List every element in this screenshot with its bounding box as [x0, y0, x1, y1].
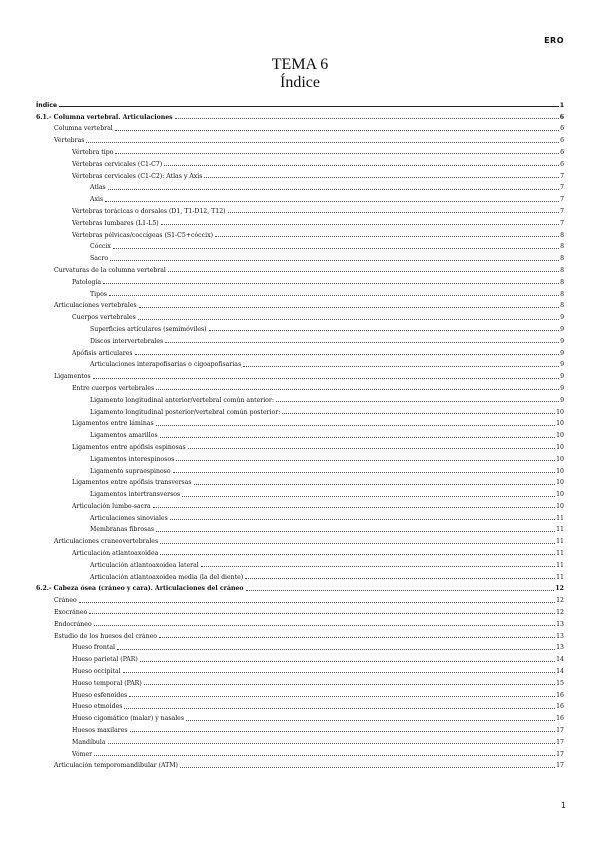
- toc-dot-leader: [160, 554, 555, 555]
- toc-entry[interactable]: [36, 309, 564, 321]
- toc-entry-page: 10: [556, 455, 564, 463]
- toc-entry-label: Hueso occipital: [72, 668, 121, 676]
- toc-entry-label: Ligamentos entre apófisis espinosas: [72, 443, 186, 451]
- toc-entry-page: 16: [556, 703, 564, 711]
- toc-entry-page: 9: [560, 349, 564, 357]
- toc-entry-page: 11: [556, 526, 564, 534]
- toc-entry-page: 17: [556, 762, 564, 770]
- toc-entry-label: 6.1.- Columna vertebral. Articulaciones: [36, 113, 173, 121]
- toc-entry-label: Ligamento longitudinal posterior/vertebral común posterior:: [90, 408, 281, 416]
- title-block: [0, 56, 600, 92]
- toc-dot-leader: [129, 696, 555, 697]
- toc-dot-leader: [124, 708, 555, 709]
- toc-entry[interactable]: [36, 592, 564, 604]
- toc-dot-leader: [109, 295, 559, 296]
- page-title: TEMA 6: [271, 56, 329, 73]
- toc-entry[interactable]: [36, 746, 564, 758]
- toc-dot-leader: [209, 330, 559, 331]
- toc-entry-page: 9: [560, 396, 564, 404]
- toc-entry-page: 16: [556, 691, 564, 699]
- toc-entry-label: Hueso temporal (PAR): [72, 679, 142, 687]
- toc-entry-label: Tipos: [90, 290, 107, 298]
- toc-dot-leader: [180, 767, 555, 768]
- toc-dot-leader: [188, 448, 555, 449]
- toc-dot-leader: [161, 224, 559, 225]
- toc-dot-leader: [144, 684, 555, 685]
- toc-entry[interactable]: [36, 168, 564, 180]
- toc-entry[interactable]: [36, 451, 564, 463]
- table-of-contents: [36, 97, 564, 769]
- toc-dot-leader: [156, 389, 559, 390]
- toc-dot-leader: [243, 366, 559, 367]
- toc-entry-label: Ligamentos entre láminas: [72, 420, 154, 428]
- toc-dot-leader: [182, 496, 555, 497]
- toc-entry-label: Vértebras torácicas o dorsales (D1, T1-D12, T12): [72, 207, 226, 215]
- toc-entry-label: Articulación atlantoaxoidea lateral: [90, 561, 199, 569]
- toc-entry-page: 8: [560, 255, 564, 263]
- toc-dot-leader: [156, 425, 555, 426]
- toc-entry[interactable]: [36, 463, 564, 475]
- toc-entry[interactable]: [36, 651, 564, 663]
- toc-entry-label: Cráneo: [54, 597, 77, 605]
- toc-entry-page: 10: [556, 408, 564, 416]
- toc-entry-page: 10: [556, 443, 564, 451]
- toc-entry-page: 10: [556, 420, 564, 428]
- toc-entry-label: Atlas: [90, 184, 106, 192]
- toc-entry-label: Vértebras pélvicas/coccígeas (S1-C5+cóccix): [72, 231, 214, 239]
- toc-entry-label: Vértebras lumbares (L1-L5): [72, 219, 159, 227]
- toc-entry-page: 7: [560, 196, 564, 204]
- toc-entry-page: 12: [556, 597, 564, 605]
- toc-entry[interactable]: [36, 203, 564, 215]
- toc-dot-leader: [103, 283, 559, 284]
- toc-entry[interactable]: [36, 545, 564, 557]
- toc-entry-label: Entre cuerpos vertebrales: [72, 384, 155, 392]
- toc-dot-leader: [105, 201, 559, 202]
- toc-dot-leader: [86, 142, 559, 143]
- toc-entry[interactable]: [36, 109, 564, 121]
- toc-entry[interactable]: [36, 581, 564, 593]
- toc-entry-page: 12: [556, 609, 564, 617]
- toc-entry[interactable]: [36, 274, 564, 286]
- toc-entry[interactable]: [36, 663, 564, 675]
- toc-entry[interactable]: [36, 510, 564, 522]
- toc-dot-leader: [108, 189, 559, 190]
- toc-entry[interactable]: [36, 710, 564, 722]
- toc-entry-page: 6: [560, 137, 564, 145]
- toc-dot-leader: [228, 212, 559, 213]
- toc-dot-leader: [113, 248, 559, 249]
- toc-entry-page: 11: [556, 573, 564, 581]
- toc-entry-label: Mandíbula: [72, 738, 106, 746]
- toc-entry[interactable]: [36, 522, 564, 534]
- toc-dot-leader: [139, 307, 559, 308]
- toc-entry-page: 8: [560, 231, 564, 239]
- toc-entry[interactable]: [36, 675, 564, 687]
- toc-entry-page: 8: [560, 266, 564, 274]
- toc-dot-leader: [168, 271, 559, 272]
- toc-entry-page: 6: [560, 160, 564, 168]
- toc-dot-leader: [173, 472, 556, 473]
- toc-entry[interactable]: [36, 640, 564, 652]
- toc-entry[interactable]: [36, 475, 564, 487]
- toc-entry-label: Ligamentos entre apófisis transversas: [72, 479, 192, 487]
- toc-dot-leader: [94, 755, 555, 756]
- toc-dot-leader: [140, 661, 555, 662]
- toc-entry-page: 9: [560, 361, 564, 369]
- toc-dot-leader: [153, 507, 555, 508]
- header-tag: ERO: [544, 36, 564, 45]
- toc-dot-leader: [165, 342, 559, 343]
- toc-entry[interactable]: [36, 357, 564, 369]
- toc-entry[interactable]: [36, 616, 564, 628]
- toc-entry-page: 13: [556, 644, 564, 652]
- toc-entry-page: 13: [556, 620, 564, 628]
- toc-entry[interactable]: [36, 121, 564, 133]
- toc-entry[interactable]: [36, 333, 564, 345]
- toc-entry[interactable]: [36, 404, 564, 416]
- toc-entry-label: Ligamentos: [54, 373, 91, 381]
- toc-entry-label: Huesos maxilares: [72, 727, 128, 735]
- toc-entry-page: 17: [556, 750, 564, 758]
- toc-entry[interactable]: [36, 239, 564, 251]
- toc-entry-label: 6.2.- Cabeza ósea (cráneo y cara). Articulaciones del cráneo: [36, 585, 244, 593]
- toc-dot-leader: [204, 177, 559, 178]
- toc-entry-page: 7: [560, 172, 564, 180]
- toc-dot-leader: [93, 378, 559, 379]
- toc-entry-label: Vértebras cervicales (C1-C7): [72, 160, 163, 168]
- toc-entry-page: 11: [556, 561, 564, 569]
- toc-entry-label: Ligamento longitudinal anterior/vertebral común anterior:: [90, 396, 274, 404]
- toc-entry[interactable]: [36, 286, 564, 298]
- toc-entry-label: Articulación atlantoaxoidea media (la del diente): [90, 573, 244, 581]
- toc-dot-leader: [245, 578, 555, 579]
- toc-entry[interactable]: [36, 569, 564, 581]
- toc-entry-label: Articulación atlantoaxoidea: [72, 550, 159, 558]
- toc-dot-leader: [170, 519, 555, 520]
- toc-dot-leader: [215, 236, 559, 237]
- toc-entry-page: 8: [560, 278, 564, 286]
- toc-entry[interactable]: [36, 427, 564, 439]
- toc-dot-leader: [115, 153, 559, 154]
- toc-entry[interactable]: [36, 132, 564, 144]
- toc-dot-leader: [160, 437, 555, 438]
- toc-entry-page: 7: [560, 207, 564, 215]
- toc-entry-page: 11: [556, 550, 564, 558]
- toc-entry-page: 9: [560, 325, 564, 333]
- toc-entry-page: 9: [560, 373, 564, 381]
- toc-entry[interactable]: [36, 758, 564, 770]
- toc-entry[interactable]: [36, 368, 564, 380]
- toc-entry-label: Curvaturas de la columna vertebral: [54, 266, 166, 274]
- toc-dot-leader: [115, 130, 559, 131]
- toc-entry-page: 7: [560, 184, 564, 192]
- toc-entry-page: 9: [560, 314, 564, 322]
- toc-entry-label: Articulación lumbo-sacra: [72, 502, 151, 510]
- toc-entry-label: Ligamento supraespinoso: [90, 467, 171, 475]
- toc-dot-leader: [135, 354, 559, 355]
- toc-entry-page: 17: [556, 738, 564, 746]
- page-subtitle: Índice: [280, 74, 320, 91]
- toc-dot-leader: [276, 401, 559, 402]
- toc-entry[interactable]: [36, 687, 564, 699]
- toc-dot-leader: [194, 484, 556, 485]
- toc-entry-label: Cóccix: [90, 243, 111, 251]
- toc-entry-label: Vómer: [72, 750, 93, 758]
- toc-entry-label: Índice: [36, 101, 58, 109]
- toc-entry-label: Vértebras cervicales (C1-C2): Atlas y Axis: [72, 172, 203, 180]
- toc-dot-leader: [186, 720, 555, 721]
- toc-entry-page: 10: [556, 467, 564, 475]
- toc-entry[interactable]: [36, 439, 564, 451]
- toc-entry-label: Exocráneo: [54, 609, 88, 617]
- toc-entry-label: Hueso etmoides: [72, 703, 123, 711]
- toc-entry[interactable]: [36, 156, 564, 168]
- toc-entry-label: Articulaciones sinoviales: [90, 514, 168, 522]
- toc-entry-label: Discos intervertebrales: [90, 337, 164, 345]
- toc-entry-page: 10: [556, 432, 564, 440]
- toc-entry-page: 10: [556, 502, 564, 510]
- toc-entry-label: Hueso cigomático (malar) y nasales: [72, 715, 185, 723]
- toc-entry-label: Sacro: [90, 255, 109, 263]
- toc-entry-label: Apófisis articulares: [72, 349, 133, 357]
- toc-entry-page: 9: [560, 384, 564, 392]
- toc-entry-label: Ligamentos intertransversos: [90, 491, 181, 499]
- toc-entry-page: 11: [556, 538, 564, 546]
- toc-entry[interactable]: [36, 416, 564, 428]
- toc-entry-page: 10: [556, 479, 564, 487]
- toc-entry-label: Articulaciones craneovertebrales: [54, 538, 159, 546]
- toc-entry-page: 14: [556, 656, 564, 664]
- toc-entry[interactable]: [36, 486, 564, 498]
- toc-entry-page: 16: [556, 715, 564, 723]
- toc-entry-page: 8: [560, 243, 564, 251]
- toc-entry-label: Ligamentos interespinosos: [90, 455, 175, 463]
- toc-dot-leader: [117, 649, 555, 650]
- toc-entry[interactable]: [36, 734, 564, 746]
- toc-entry-page: 7: [560, 219, 564, 227]
- toc-entry[interactable]: [36, 262, 564, 274]
- toc-entry[interactable]: [36, 380, 564, 392]
- toc-dot-leader: [138, 319, 559, 320]
- toc-entry-label: Hueso parietal (PAR): [72, 656, 138, 664]
- toc-entry[interactable]: [36, 298, 564, 310]
- toc-entry-label: Articulación temporomandibular (ATM): [54, 762, 178, 770]
- toc-entry-label: Superficies articulares (semimóviles): [90, 325, 207, 333]
- toc-dot-leader: [164, 165, 559, 166]
- toc-entry-label: Cuerpos vertebrales: [72, 314, 136, 322]
- toc-entry[interactable]: [36, 392, 564, 404]
- toc-entry-label: Columna vertebral: [54, 125, 113, 133]
- toc-dot-leader: [123, 672, 555, 673]
- toc-dot-leader: [160, 543, 555, 544]
- toc-entry-page: 15: [556, 679, 564, 687]
- toc-entry-page: 6: [559, 113, 564, 121]
- toc-entry[interactable]: [36, 215, 564, 227]
- toc-entry-label: Articulaciones vertebrales: [54, 302, 137, 310]
- toc-entry-page: 6: [560, 125, 564, 133]
- toc-dot-leader: [108, 743, 556, 744]
- toc-entry-page: 11: [556, 514, 564, 522]
- toc-entry-page: 1: [559, 101, 564, 109]
- toc-dot-leader: [59, 106, 559, 107]
- toc-entry[interactable]: [36, 144, 564, 156]
- toc-entry-label: Axis: [90, 196, 104, 204]
- toc-entry[interactable]: [36, 722, 564, 734]
- toc-entry-label: Estudio de los huesos del cráneo: [54, 632, 157, 640]
- toc-entry[interactable]: [36, 557, 564, 569]
- toc-dot-leader: [201, 566, 555, 567]
- toc-entry[interactable]: [36, 250, 564, 262]
- toc-dot-leader: [246, 590, 555, 591]
- toc-entry-label: Hueso esfenoides: [72, 691, 128, 699]
- toc-dot-leader: [94, 625, 555, 626]
- toc-entry-page: 8: [560, 302, 564, 310]
- toc-entry[interactable]: [36, 533, 564, 545]
- toc-dot-leader: [79, 602, 555, 603]
- toc-entry[interactable]: [36, 97, 564, 109]
- toc-entry[interactable]: [36, 227, 564, 239]
- toc-entry-page: 17: [556, 727, 564, 735]
- toc-entry-label: Ligamentos amarillos: [90, 432, 158, 440]
- toc-entry-label: Hueso frontal: [72, 644, 116, 652]
- toc-entry-page: 9: [560, 337, 564, 345]
- toc-dot-leader: [175, 118, 559, 119]
- toc-entry[interactable]: [36, 180, 564, 192]
- toc-entry-page: 13: [556, 632, 564, 640]
- toc-dot-leader: [156, 531, 555, 532]
- toc-dot-leader: [130, 731, 556, 732]
- toc-entry-label: Membranas fibrosas: [90, 526, 155, 534]
- toc-dot-leader: [176, 460, 555, 461]
- toc-entry[interactable]: [36, 345, 564, 357]
- page-number: 1: [560, 801, 566, 810]
- toc-entry-page: 8: [560, 290, 564, 298]
- toc-entry[interactable]: [36, 191, 564, 203]
- toc-entry-page: 6: [560, 148, 564, 156]
- toc-entry[interactable]: [36, 604, 564, 616]
- toc-entry-page: 14: [556, 668, 564, 676]
- toc-entry[interactable]: [36, 699, 564, 711]
- toc-entry-page: 12: [555, 585, 564, 593]
- toc-entry[interactable]: [36, 498, 564, 510]
- toc-entry-label: Vértebra tipo: [72, 148, 114, 156]
- toc-dot-leader: [282, 413, 555, 414]
- toc-entry-label: Articulaciones interapofisarias o cigoapofisarias: [90, 361, 242, 369]
- toc-entry-page: 10: [556, 491, 564, 499]
- toc-dot-leader: [110, 260, 559, 261]
- toc-entry[interactable]: [36, 321, 564, 333]
- toc-entry-label: Vértebras: [54, 137, 85, 145]
- toc-entry[interactable]: [36, 628, 564, 640]
- toc-dot-leader: [89, 613, 555, 614]
- toc-dot-leader: [159, 637, 555, 638]
- toc-entry-label: Endocráneo: [54, 620, 92, 628]
- toc-entry-label: Patología: [72, 278, 102, 286]
